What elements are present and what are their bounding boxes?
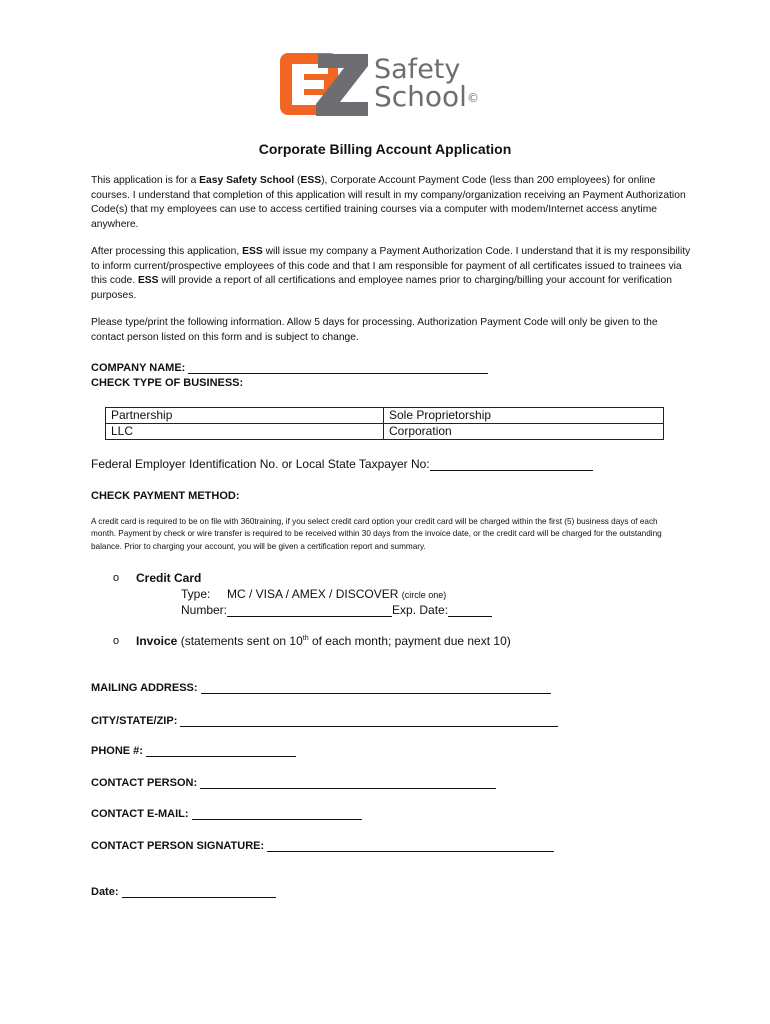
option-llc[interactable]: LLC — [106, 424, 384, 440]
ez-logo-mark-icon — [278, 50, 370, 118]
signature-row — [91, 840, 554, 852]
business-type-label: CHECK TYPE OF BUSINESS: — [91, 377, 244, 389]
invoice-row: Invoice (statements sent on 10th of each month; payment due next 10) — [136, 634, 511, 648]
business-type-table — [105, 407, 664, 440]
logo-text-school: School© — [374, 80, 479, 113]
contact-person-row — [91, 777, 496, 789]
option-partnership[interactable]: Partnership — [106, 408, 384, 424]
circle-one-note: (circle one) — [401, 590, 447, 600]
date-row — [91, 886, 276, 898]
payment-method-label: CHECK PAYMENT METHOD: — [91, 490, 240, 502]
contact-person-label: CONTACT PERSON: — [91, 777, 198, 789]
invoice-label: Invoice — [136, 634, 178, 648]
city-state-zip-field[interactable] — [180, 715, 558, 727]
fein-row — [91, 457, 593, 471]
date-label: Date: — [91, 886, 119, 898]
logo-text-safety: Safety — [374, 54, 461, 85]
fein-label: Federal Employer Identification No. or Local State Taxpayer No: — [91, 457, 430, 471]
invoice-bullet[interactable]: o — [113, 635, 120, 647]
exp-date-field[interactable] — [448, 604, 492, 617]
company-name-field[interactable] — [188, 362, 488, 374]
intro-paragraph-2: After processing this application, ESS will issue my company a Payment Authorization Code. I understand that it is my responsibility to inform current/prospective employees of this code and that I am responsible for payment of all certificates issued to trainees via this code. ESS will provide a report of all certifications and employee names prior to charging/billing your account for verification purposes. — [91, 246, 691, 301]
fein-field[interactable] — [430, 458, 593, 471]
payment-note: A credit card is required to be on file with 360training, if you select credit card option your credit card will be charged within the first (5) business days of each month. Payment by check or wire transfer is required to be received within 30 days from the invoice date, or the credit card will be charged for the outstanding balance. Prior to charging your account, you will be given a certification report and summary. — [91, 517, 662, 551]
intro-paragraph-3: Please type/print the following information. Allow 5 days for processing. Authorization Payment Code will only be given to the contact person listed on this form and is subject to change. — [91, 317, 658, 343]
card-number-label: Number: — [181, 603, 228, 617]
card-number-row — [181, 603, 492, 617]
company-name-label: COMPANY NAME: — [91, 362, 186, 374]
copyright-symbol: © — [466, 91, 479, 105]
card-number-field[interactable] — [227, 604, 392, 617]
signature-field[interactable] — [267, 840, 554, 852]
phone-field[interactable] — [146, 745, 296, 757]
card-type-row — [181, 587, 446, 601]
city-state-zip-label: CITY/STATE/ZIP: — [91, 715, 178, 727]
phone-row — [91, 745, 296, 757]
card-type-options[interactable]: MC / VISA / AMEX / DISCOVER — [227, 587, 399, 601]
signature-label: CONTACT PERSON SIGNATURE: — [91, 840, 265, 852]
credit-card-label: Credit Card — [136, 571, 202, 585]
mailing-address-row — [91, 682, 551, 694]
mailing-address-label: MAILING ADDRESS: — [91, 682, 198, 694]
card-type-label: Type: — [181, 587, 211, 601]
intro-paragraph-1: This application is for a Easy Safety School (ESS), Corporate Account Payment Code (less than 200 employees) for online courses. I understand that completion of this application will result in my company/organization receiving an Payment Authorization Code(s) that my employees can use to access certified training courses via a computer with modem/Internet access anytime anywhere. — [91, 175, 686, 230]
option-corporation[interactable]: Corporation — [384, 424, 664, 440]
phone-label: PHONE #: — [91, 745, 143, 757]
credit-card-bullet[interactable]: o — [113, 572, 120, 584]
mailing-address-field[interactable] — [201, 682, 551, 694]
contact-email-row — [91, 808, 362, 820]
contact-email-field[interactable] — [192, 808, 362, 820]
ez-safety-school-logo — [278, 50, 498, 120]
city-state-zip-row — [91, 715, 558, 727]
option-sole-proprietorship[interactable]: Sole Proprietorship — [384, 408, 664, 424]
date-field[interactable] — [122, 886, 276, 898]
contact-email-label: CONTACT E-MAIL: — [91, 808, 189, 820]
exp-date-label: Exp. Date: — [392, 603, 449, 617]
company-name-row — [91, 362, 488, 374]
contact-person-field[interactable] — [200, 777, 496, 789]
page-title: Corporate Billing Account Application — [258, 141, 512, 157]
